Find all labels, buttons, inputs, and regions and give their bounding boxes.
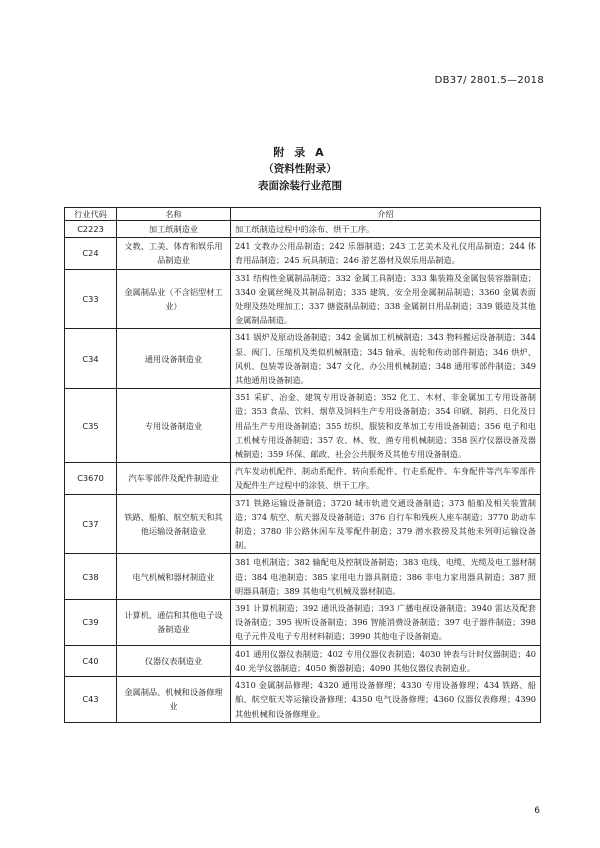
industry-code-cell: C24	[65, 238, 117, 269]
industry-description-cell: 381 电机制造；382 输配电及控制设备制造；383 电线、电缆、光缆及电工器材制造；384 电池制造；385 家用电力器具制造；386 非电力家用器具制造；387 照明器具制造；389 其他电气机械及器材制造。	[231, 554, 541, 600]
industry-description-cell: 401 通用仪器仪表制造；402 专用仪器仪表制造；4030 钟表与计时仪器制造；4040 光学仪器制造；4050 衡器制造；4090 其他仪器仪表制造业。	[231, 645, 541, 676]
industry-code-cell: C33	[65, 269, 117, 329]
table-row	[65, 645, 541, 676]
industry-code-cell: C3670	[65, 463, 117, 494]
table-row	[65, 494, 541, 554]
table-row	[65, 329, 541, 389]
industry-description-cell: 4310 金属制品修理；4320 通用设备修理；4330 专用设备修理；434 铁路、船舶、航空航天等运输设备修理；4350 电气设备修理；4360 仪器仪表修理；4390 其他机械和设备修理业。	[231, 677, 541, 723]
industry-name-cell: 金属制品业（不含铝型材工业）	[117, 269, 231, 329]
industry-description-cell: 351 采矿、冶金、建筑专用设备制造；352 化工、木材、非金属加工专用设备制造；353 食品、饮料、烟草及饲料生产专用设备制造；354 印刷、制药、日化及日用品生产专用设备制造；355 纺织、服装和皮革加工专用设备制造；356 电子和电工机械专用设备制造；357 农、林、牧、渔专用机械制造；358 医疗仪器设备及器械制造；359 环保、邮政、社会公共服务及其他专用设备制造。	[231, 389, 541, 463]
industry-description-cell: 241 文教办公用品制造；242 乐器制造；243 工艺美术及礼仪用品制造；244 体育用品制造；245 玩具制造；246 游艺器材及娱乐用品制造。	[231, 238, 541, 269]
industry-description-cell: 331 结构性金属制品制造；332 金属工具制造；333 集装箱及金属包装容器制造；3340 金属丝绳及其制品制造；335 建筑、安全用金属制品制造；3360 金属表面处理及热处理加工；337 搪瓷制品制造；338 金属制日用品制造；339 锻造及其他金属制品制造。	[231, 269, 541, 329]
industry-code-cell: C37	[65, 494, 117, 554]
industry-name-cell: 仪器仪表制造业	[117, 645, 231, 676]
industry-code-cell: C35	[65, 389, 117, 463]
industry-description-cell: 391 计算机制造；392 通讯设备制造；393 广播电视设备制造；3940 雷达及配套设备制造；395 视听设备制造；396 智能消费设备制造；397 电子器件制造；398 电子元件及电子专用材料制造；3990 其他电子设备制造。	[231, 600, 541, 646]
column-header-code: 行业代码	[65, 208, 117, 221]
standard-code: DB37/ 2801.5—2018	[434, 75, 544, 86]
industry-name-cell: 计算机、通信和其他电子设备制造业	[117, 600, 231, 646]
industry-description-cell: 341 锅炉及原动设备制造；342 金属加工机械制造；343 物料搬运设备制造；344 泵、阀门、压缩机及类似机械制造；345 轴承、齿轮和传动部件制造；346 烘炉、风机、包装等设备制造；347 文化、办公用机械制造；348 通用零部件制造；349 其他通用设备制造。	[231, 329, 541, 389]
industry-name-cell: 汽车零部件及配件制造业	[117, 463, 231, 494]
table-body	[65, 221, 541, 723]
industry-code-cell: C40	[65, 645, 117, 676]
industry-name-cell: 文教、工美、体育和娱乐用品制造业	[117, 238, 231, 269]
industry-name-cell: 电气机械和器材制造业	[117, 554, 231, 600]
column-header-description: 介绍	[231, 208, 541, 221]
table-title: 表面涂装行业范围	[258, 180, 342, 192]
table-row	[65, 600, 541, 646]
industry-scope-table	[64, 207, 541, 723]
table-row	[65, 554, 541, 600]
table-row	[65, 269, 541, 329]
column-header-name: 名称	[117, 208, 231, 221]
appendix-subtitle: （资料性附录）	[263, 163, 337, 175]
appendix-title: 附 录 A	[273, 146, 327, 159]
industry-name-cell: 铁路、船舶、航空航天和其他运输设备制造业	[117, 494, 231, 554]
industry-description-cell: 371 铁路运输设备制造；3720 城市轨道交通设备制造；373 船舶及相关装置制造；374 航空、航天器及设备制造；376 自行车和残疾人座车制造；3770 助动车制造；3780 非公路休闲车及零配件制造；379 潜水救捞及其他未列明运输设备制。	[231, 494, 541, 554]
industry-code-cell: C39	[65, 600, 117, 646]
table-row	[65, 463, 541, 494]
industry-name-cell: 加工纸制造业	[117, 221, 231, 238]
table-row	[65, 677, 541, 723]
industry-code-cell: C34	[65, 329, 117, 389]
industry-description-cell: 加工纸制造过程中的涂布、烘干工序。	[231, 221, 541, 238]
page-number: 6	[534, 806, 540, 816]
industry-name-cell: 通用设备制造业	[117, 329, 231, 389]
industry-code-cell: C2223	[65, 221, 117, 238]
table-row	[65, 221, 541, 238]
table-row	[65, 238, 541, 269]
industry-code-cell: C38	[65, 554, 117, 600]
industry-code-cell: C43	[65, 677, 117, 723]
industry-name-cell: 金属制品、机械和设备修理业	[117, 677, 231, 723]
table-row	[65, 389, 541, 463]
table-header-row	[65, 208, 541, 221]
industry-description-cell: 汽车发动机配件、制动系配件、转向系配件、行走系配件、车身配件等汽车零部件及配件生产过程中的涂装、烘干工序。	[231, 463, 541, 494]
industry-name-cell: 专用设备制造业	[117, 389, 231, 463]
